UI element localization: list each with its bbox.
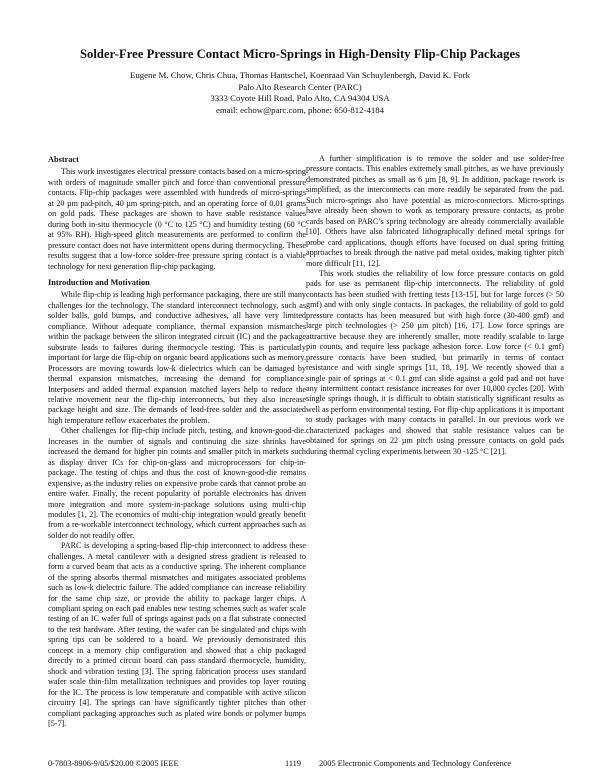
footer-isbn: 0-7803-8906-9/05/$20.00 ©2005 IEEE [48,759,179,768]
author-names: Eugene M. Chow, Chris Chua, Thomas Hantschel, Koenraad Van Schuylenbergh, David K. Fork [129,70,470,80]
intro-paragraph-2: Other challenges for flip-chip include pitch, testing, and known-good-die. Increases in the number of signals and continuing die size shrinks have increased the demand for higher pin counts and smaller pitch in markets such as display driver ICs for chip-on-glass and microprocessors for chip-in-package. The testing of chips and thus the cost of known-good-die remains expensive, as the industry relies on expensive probe cards that cannot probe an entire wafer. Finally, the recent popularity of portable electronics has driven more integration and more system-in-package solutions using multi-chip modules [1, 2]. The economics of multi-chip integration would greatly benefit from a re-workable interconnect technology, which current approaches such as solder do not readily offer. [48,426,306,540]
paper-title: Solder-Free Pressure Contact Micro-Springs in High-Density Flip-Chip Packages [79,47,521,61]
abstract-text: This work investigates electrical pressure contacts based on a micro-spring with orders of magnitude smaller pitch and force than conventional pressure contacts. Flip-chip packages were assembled with hundreds of micro-springs at 20 µm pad-pitch, 40 µm spring-pitch, and an operating force of 0.01 grams on gold pads. These packages are shown to have stable resistance values during both in-situ thermocycle (0 °C to 125 °C) and humidity testing (60 °C at 95% RH). High-speed glitch measurements are performed to confirm the pressure contact does not have intermittent opens during thermocycling. These results suggest that a low-force solder-free pressure spring contact is a viable technology for next generation flip-chip packaging. [48,167,306,271]
footer-page-number: 1119 [285,759,301,768]
footer-conference: 2005 Electronic Components and Technology Conference [319,759,512,768]
abstract-heading: Abstract [48,155,79,164]
right-column [306,154,564,457]
author-block [0,70,600,116]
intro-paragraph-5: This work studies the reliability of low force pressure contacts on gold pads for use as permanent flip-chip interconnects. The reliability of gold contacts has been studied with fretting tests [13-15], but for large forces (> 50 gmf) and with only single contacts. In packages, the reliability of gold to gold pressure contacts has been measured but with high force (30-400 gmf) and large pitch technologies (> 250 µm pitch) [16, 17]. Low force springs are attractive because they are inherently smaller, more readily scalable to large pin counts, and require less package adhesion force. Low force (< 0.1 gmf) pressure contacts have been studied, but primarily in terms of contact resistance and with single springs [11, 18, 19]. We recently showed that a single pair of springs at < 0.1 gmf can slide against a gold pad and not have any intermittent contact resistance increases for over 10,000 cycles [20]. With single springs though, it is difficult to obtain statistically significant results as well as perform environmental testing. For flip-chip applications it is important to study packages with many contacts in parallel. In our previous work we characterized packages and showed that stable resistance values can be obtained for springs on 22 µm pitch using pressure contacts on gold pads during thermal cycling experiments between 30 -125 °C [21]. [306,268,564,456]
intro-paragraph-3: PARC is developing a spring-based flip-chip interconnect to address these challenges. A metal cantilever with a designed stress gradient is released to form a curved beam that acts as a conductive spring. The inherent compliance of the spring absorbs thermal mismatches and mitigates associated problems such as low-k dielectric failure. The added compliance can increase reliability for the same chip size, or provide the ability to package larger chips. A compliant spring on each pad enables new testing schemes such as wafer scale testing of an IC wafer full of springs against pads on a flat substrate connected to the test hardware. After testing, the wafer can be singulated and chips with spring tips can be soldered to a board. We previously demonstrated this concept in a memory chip configuration and showed that a chip packaged directly to a printed circuit board can pass standard thermocycle, humidity, shock and vibration testing [3]. The spring fabrication process uses standard wafer scale thin-film metallization techniques and provides top layer routing for the IC. The process is low temperature and compatible with active silicon circuitry [4]. The springs can have significantly tighter pitches than other compliant packaging approaches such as plated wire bonds or polymer bumps [5-7]. [48,541,306,729]
author-affiliation: Palo Alto Research Center (PARC) [238,81,362,92]
intro-paragraph-4: A further simplification is to remove the solder and use solder-free pressure contacts. This enables extremely small pitches, as we have previously demonstrated pitches as small as 6 µm [8, 9]. In addition, package rework is simplified, as the interconnects can more readily be separated from the pad. Such micro-springs also have potential as micro-connectors. Micro-springs have already been shown to work as temporary pressure contacts, as probe cards based on PARC’s spring technology are already commercially available [10]. Others have also fabricated lithographically defined metal springs for probe card applications, though efforts have focused on dual spring fritting approaches to break through the native pad metal oxides, making tighter pitch more difficult [11, 12]. [306,154,564,268]
intro-heading: Introduction and Motivation [48,277,150,287]
intro-paragraph-1: While flip-chip is leading high performance packaging, there are still many challenges for the technology. The standard interconnect technology, such as solder balls, gold bumps, and conductive adhesives, all have very limited compliance. Without adequate compliance, thermal expansion mismatches within the package between the silicon integrated circuit (IC) and the package substrate leads to failures during thermocycle testing. This is particularly important for large die flip-chip on organic board applications such as memory. Processors are moving towards low-k dielectrics which can be damaged by thermal expansion mismatches, increasing the demand for compliance. Interposers and added thermal expansion matched layers help to reduce the relative movement near the flip-chip interconnects, but they also increase package height and size. The demands of lead-free solder and the associated high temperature reflow exacerbates the problem. [48,290,306,425]
author-contact: email: echow@parc.com, phone: 650-812-4184 [215,104,385,115]
left-column [48,155,306,729]
author-address: 3333 Coyote Hill Road, Palo Alto, CA 94304 USA [210,93,390,104]
